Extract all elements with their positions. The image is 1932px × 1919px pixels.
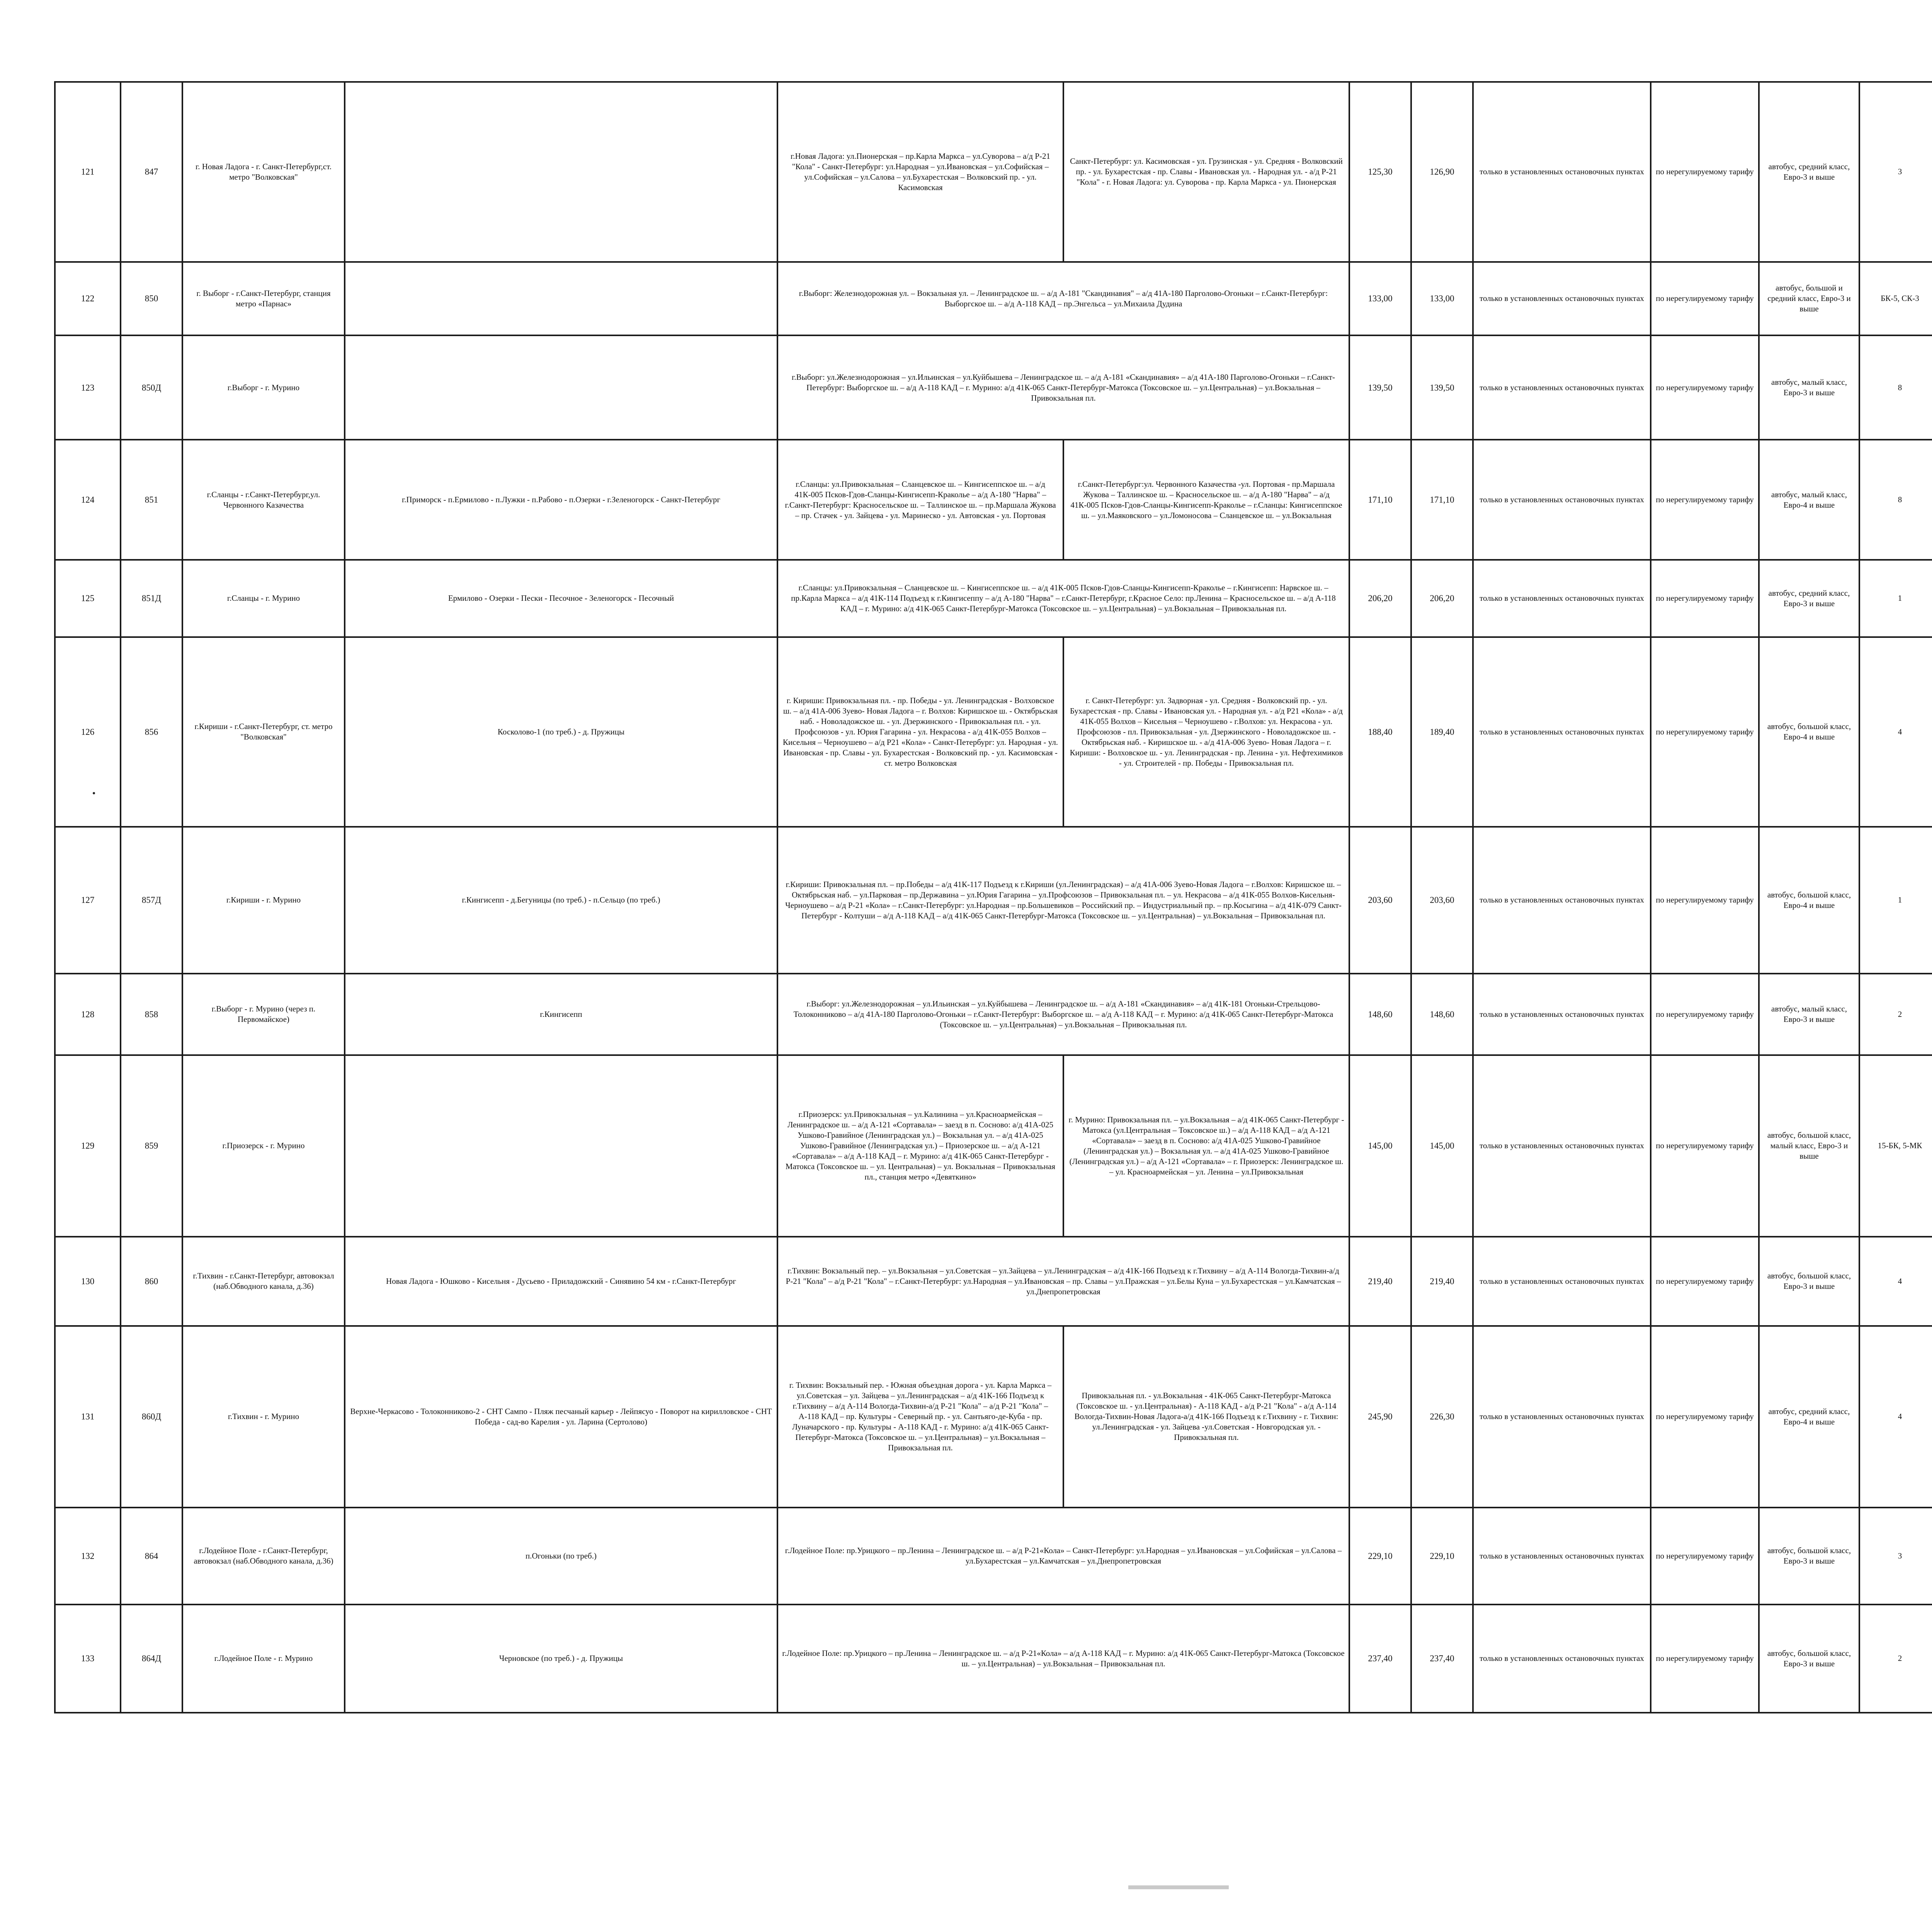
route-path-cell: г.Выборг: Железнодорожная ул. – Вокзальная ул. – Ленинградское ш. – а/д А-181 "Скандинавия" – а/д 41А-180 Парголово-Огоньки – г.Санкт-Петербург: Выборгское ш. – а/д А-118 КАД – пр.Энгельса – ул.Михаила Дудина xyxy=(777,262,1349,335)
route-path-back-cell: Привокзальная пл. - ул.Вокзальная - 41К-065 Санкт-Петербург-Матокса (Токсовское ш. - ул.Центральная) - А-118 КАД - а/д Р-21 "Кола" - а/д А-114 Вологда-Тихвин-Новая Ладога-а/д 41К-166 Подъезд к г.Тихвину - г. Тихвин: ул.Ленинградская - ул. Зайцева -ул.Советская - Новгородская ул. - Привокзальная пл. xyxy=(1063,1326,1349,1508)
tariff-cell: по нерегулируемому тарифу xyxy=(1651,974,1759,1055)
route-code-cell: 860Д xyxy=(121,1326,182,1508)
route-path-back-cell: Санкт-Петербург: ул. Касимовская - ул. Грузинская - ул. Средняя - Волковский пр. - ул. Бухарестская - пр. Славы - Ивановская ул. - Народная ул. - а/д Р-21 "Кола" - г. Новая Ладога: ул. Суворова - пр. Карла Маркса - ул. Пионерская xyxy=(1063,82,1349,262)
tariff-cell: по нерегулируемому тарифу xyxy=(1651,827,1759,974)
route-name-cell: г.Кириши - г.Санкт-Петербург, ст. метро "Волковская" xyxy=(182,637,345,827)
table-row xyxy=(55,1326,1932,1508)
length-forward-cell: 125,30 xyxy=(1349,82,1411,262)
vehicle-cell: автобус, большой класс, Евро-3 и выше xyxy=(1759,1508,1859,1604)
table-row xyxy=(55,1237,1932,1326)
route-path-back-cell: г. Санкт-Петербург: ул. Задворная - ул. Средняя - Волковский пр. - ул. Бухарестская - пр. Славы - Ивановская ул. - Народная ул. - а/д Р21 «Кола» - а/д 41К-055 Волхов – Кисельня – Черноушево - г.Волхов: ул. Некрасова - ул. Профсоюзов - пл. Привокзальная - ул. Дзержинского - Новоладожское ш. - Октябрьская наб. - Киришское ш. - а/д 41А-006 Зуево- Новая Ладога – г. Кириши: - Волховское ш. - ул. Ленинградская - пр. Ленина - ул. Нефтехимиков - ул. Строителей - пр. Победы - Привокзальная пл. xyxy=(1063,637,1349,827)
table-row xyxy=(55,1605,1932,1713)
vehicle-count-cell: 1 xyxy=(1859,560,1932,637)
stop-mode-cell: только в установленных остановочных пунктах xyxy=(1473,262,1651,335)
stop-mode-cell: только в установленных остановочных пунктах xyxy=(1473,82,1651,262)
routes-table xyxy=(54,81,1932,1713)
row-number-cell: 126 xyxy=(55,637,121,827)
vehicle-cell: автобус, средний класс, Евро-3 и выше xyxy=(1759,82,1859,262)
stop-mode-cell: только в установленных остановочных пунктах xyxy=(1473,440,1651,559)
stop-mode-cell: только в установленных остановочных пунктах xyxy=(1473,335,1651,440)
length-forward-cell: 148,60 xyxy=(1349,974,1411,1055)
vehicle-cell: автобус, малый класс, Евро-3 и выше xyxy=(1759,974,1859,1055)
length-back-cell: 206,20 xyxy=(1411,560,1473,637)
length-forward-cell: 245,90 xyxy=(1349,1326,1411,1508)
scan-dot xyxy=(93,792,95,794)
row-number-cell: 130 xyxy=(55,1237,121,1326)
route-name-cell: г.Кириши - г. Мурино xyxy=(182,827,345,974)
route-path-cell: г.Тихвин: Вокзальный пер. – ул.Вокзальная – ул.Советская – ул.Зайцева – ул.Ленинградская – а/д 41К-166 Подъезд к г.Тихвину – а/д А-114 Вологда-Тихвин-а/д Р-21 "Кола" – а/д Р-21 "Кола" – г.Санкт-Петербург: ул.Народная – ул.Ивановская – пр. Славы – ул.Пражская – ул.Белы Куна – ул.Бухарестская – ул.Камчатская – ул.Днепропетровская xyxy=(777,1237,1349,1326)
table-row xyxy=(55,1508,1932,1604)
length-forward-cell: 188,40 xyxy=(1349,637,1411,827)
vehicle-cell: автобус, большой класс, Евро-3 и выше xyxy=(1759,1605,1859,1713)
length-forward-cell: 203,60 xyxy=(1349,827,1411,974)
route-name-cell: г.Тихвин - г. Мурино xyxy=(182,1326,345,1508)
route-code-cell: 857Д xyxy=(121,827,182,974)
route-path-back-cell: г. Мурино: Привокзальная пл. – ул.Вокзальная – а/д 41К-065 Санкт-Петербург - Матокса (ул.Центральная – Токсовское ш.) – а/д А-118 КАД – а/д А-121 «Сортавала» – заезд в п. Сосново: а/д 41А-025 Ушково-Гравийное (Ленинградская ул.) – Вокзальная ул. – а/д 41А-025 Ушково-Гравийное (Ленинградская ул.) – а/д А-121 «Сортавала» – г. Приозерск: Ленинградское ш. – ул. Красноармейская – ул. Ленина – ул.Привокзальная xyxy=(1063,1055,1349,1237)
length-back-cell: 226,30 xyxy=(1411,1326,1473,1508)
length-forward-cell: 219,40 xyxy=(1349,1237,1411,1326)
tariff-cell: по нерегулируемому тарифу xyxy=(1651,560,1759,637)
vehicle-count-cell: 1 xyxy=(1859,827,1932,974)
intermediate-stops-cell: п.Огоньки (по треб.) xyxy=(345,1508,777,1604)
tariff-cell: по нерегулируемому тарифу xyxy=(1651,1326,1759,1508)
route-path-forward-cell: г. Кириши: Привокзальная пл. - пр. Победы - ул. Ленинградская - Волховское ш. – а/д 41А-006 Зуево- Новая Ладога – г. Волхов: Киришское ш. - Октябрьская наб. - Новоладожское ш. - ул. Дзержинского - Привокзальная пл. - ул. Профсоюзов - ул. Юрия Гагарина - ул. Некрасова - а/д 41К-055 Волхов – Кисельня – Черноушево – а/д Р21 «Кола» - Санкт-Петербург: ул. Народная - ул. Ивановская - пр. Славы - ул. Бухарестская - Волковский пр. - ул. Касимовская - ст. метро Волковская xyxy=(777,637,1063,827)
table-row xyxy=(55,560,1932,637)
route-code-cell: 851Д xyxy=(121,560,182,637)
route-name-cell: г.Тихвин - г.Санкт-Петербург, автовокзал (наб.Обводного канала, д.36) xyxy=(182,1237,345,1326)
route-code-cell: 864Д xyxy=(121,1605,182,1713)
length-back-cell: 203,60 xyxy=(1411,827,1473,974)
tariff-cell: по нерегулируемому тарифу xyxy=(1651,262,1759,335)
route-name-cell: г. Новая Ладога - г. Санкт-Петербург,ст. метро "Волковская" xyxy=(182,82,345,262)
route-path-forward-cell: г. Тихвин: Вокзальный пер. - Южная объездная дорога - ул. Карла Маркса – ул.Советская – ул. Зайцева – ул.Ленинградская – а/д 41К-166 Подъезд к г.Тихвину – а/д А-114 Вологда-Тихвин-а/д Р-21 "Кола" – а/д Р-21 "Кола" – А-118 КАД – пр. Культуры - Северный пр. - ул. Сантьяго-де-Куба - пр. Луначарского - пр. Культуры - А-118 КАД - г. Мурино: а/д 41К-065 Санкт-Петербург-Матокса (Токсовское ш. – ул.Центральная) – ул.Вокзальная – Привокзальная пл. xyxy=(777,1326,1063,1508)
vehicle-cell: автобус, большой класс, малый класс, Евро-3 и выше xyxy=(1759,1055,1859,1237)
route-code-cell: 864 xyxy=(121,1508,182,1604)
row-number-cell: 122 xyxy=(55,262,121,335)
table-row xyxy=(55,974,1932,1055)
stop-mode-cell: только в установленных остановочных пунктах xyxy=(1473,1508,1651,1604)
route-path-forward-cell: г.Приозерск: ул.Привокзальная – ул.Калинина – ул.Красноармейская – Ленинградское ш. – а/д А-121 «Сортавала» – заезд в п. Сосново: а/д 41А-025 Ушково-Гравийное (Ленинградская ул.) – Вокзальная ул. – а/д 41А-025 Ушково-Гравийное (Ленинградская ул.) – Приозерское ш. – а/д А-121 «Сортавала» – а/д А-118 КАД – г. Мурино: а/д 41К-065 Санкт-Петербург - Матокса (Токсовское ш. – ул. Центральная) – ул. Вокзальная – Привокзальная пл., станция метро «Девяткино» xyxy=(777,1055,1063,1237)
route-code-cell: 851 xyxy=(121,440,182,559)
vehicle-count-cell: 4 xyxy=(1859,1237,1932,1326)
intermediate-stops-cell xyxy=(345,1055,777,1237)
intermediate-stops-cell xyxy=(345,335,777,440)
vehicle-cell: автобус, большой класс, Евро-4 и выше xyxy=(1759,637,1859,827)
document-sheet xyxy=(54,81,1932,1713)
tariff-cell: по нерегулируемому тарифу xyxy=(1651,1237,1759,1326)
table-row xyxy=(55,262,1932,335)
vehicle-cell: автобус, большой класс, Евро-4 и выше xyxy=(1759,827,1859,974)
length-back-cell: 126,90 xyxy=(1411,82,1473,262)
vehicle-count-cell: 3 xyxy=(1859,82,1932,262)
route-code-cell: 859 xyxy=(121,1055,182,1237)
length-back-cell: 148,60 xyxy=(1411,974,1473,1055)
tariff-cell: по нерегулируемому тарифу xyxy=(1651,1605,1759,1713)
row-number-cell: 123 xyxy=(55,335,121,440)
vehicle-cell: автобус, большой класс, Евро-3 и выше xyxy=(1759,1237,1859,1326)
stop-mode-cell: только в установленных остановочных пунктах xyxy=(1473,827,1651,974)
length-back-cell: 145,00 xyxy=(1411,1055,1473,1237)
route-code-cell: 856 xyxy=(121,637,182,827)
length-forward-cell: 206,20 xyxy=(1349,560,1411,637)
route-name-cell: г.Приозерск - г. Мурино xyxy=(182,1055,345,1237)
route-code-cell: 860 xyxy=(121,1237,182,1326)
length-forward-cell: 145,00 xyxy=(1349,1055,1411,1237)
length-back-cell: 219,40 xyxy=(1411,1237,1473,1326)
vehicle-cell: автобус, средний класс, Евро-3 и выше xyxy=(1759,560,1859,637)
vehicle-cell: автобус, средний класс, Евро-4 и выше xyxy=(1759,1326,1859,1508)
length-back-cell: 189,40 xyxy=(1411,637,1473,827)
stop-mode-cell: только в установленных остановочных пунктах xyxy=(1473,637,1651,827)
vehicle-count-cell: 8 xyxy=(1859,335,1932,440)
row-number-cell: 121 xyxy=(55,82,121,262)
vehicle-cell: автобус, малый класс, Евро-3 и выше xyxy=(1759,335,1859,440)
table-row xyxy=(55,637,1932,827)
length-back-cell: 139,50 xyxy=(1411,335,1473,440)
table-row xyxy=(55,1055,1932,1237)
vehicle-cell: автобус, малый класс, Евро-4 и выше xyxy=(1759,440,1859,559)
vehicle-count-cell: 15-БК, 5-МК xyxy=(1859,1055,1932,1237)
tariff-cell: по нерегулируемому тарифу xyxy=(1651,440,1759,559)
route-name-cell: г.Сланцы - г. Мурино xyxy=(182,560,345,637)
intermediate-stops-cell: г.Приморск - п.Ермилово - п.Лужки - п.Рабово - п.Озерки - г.Зеленогорск - Санкт-Петербург xyxy=(345,440,777,559)
table-row xyxy=(55,82,1932,262)
vehicle-count-cell: 8 xyxy=(1859,440,1932,559)
tariff-cell: по нерегулируемому тарифу xyxy=(1651,1055,1759,1237)
tariff-cell: по нерегулируемому тарифу xyxy=(1651,637,1759,827)
stop-mode-cell: только в установленных остановочных пунктах xyxy=(1473,1055,1651,1237)
intermediate-stops-cell: г.Кингисепп xyxy=(345,974,777,1055)
route-name-cell: г.Лодейное Поле - г.Санкт-Петербург, автовокзал (наб.Обводного канала, д.36) xyxy=(182,1508,345,1604)
table-row xyxy=(55,335,1932,440)
row-number-cell: 125 xyxy=(55,560,121,637)
route-name-cell: г.Выборг - г. Мурино xyxy=(182,335,345,440)
intermediate-stops-cell xyxy=(345,82,777,262)
length-forward-cell: 237,40 xyxy=(1349,1605,1411,1713)
vehicle-count-cell: 2 xyxy=(1859,1605,1932,1713)
row-number-cell: 133 xyxy=(55,1605,121,1713)
stop-mode-cell: только в установленных остановочных пунктах xyxy=(1473,560,1651,637)
stop-mode-cell: только в установленных остановочных пунктах xyxy=(1473,1605,1651,1713)
vehicle-count-cell: 4 xyxy=(1859,637,1932,827)
length-forward-cell: 139,50 xyxy=(1349,335,1411,440)
intermediate-stops-cell: Новая Ладога - Юшково - Кисельня - Дусьево - Приладожский - Синявино 54 км - г.Санкт-Петербург xyxy=(345,1237,777,1326)
tariff-cell: по нерегулируемому тарифу xyxy=(1651,335,1759,440)
route-code-cell: 850Д xyxy=(121,335,182,440)
row-number-cell: 129 xyxy=(55,1055,121,1237)
intermediate-stops-cell: Косколово-1 (по треб.) - д. Пружицы xyxy=(345,637,777,827)
route-path-cell: г.Сланцы: ул.Привокзальная – Сланцевское ш. – Кингисеппское ш. – а/д 41К-005 Псков-Гдов-Сланцы-Кингисепп-Краколье – г.Кингисепп: Нарвское ш. – пр.Карла Маркса – а/д 41К-114 Подъезд к г.Кингисеппу – а/д А-180 "Нарва" – г.Санкт-Петербург, г.Красное Село: пр.Ленина – Красносельское ш. – а/д А-118 КАД – г. Мурино: а/д 41К-065 Санкт-Петербург-Матокса (Токсовское ш. – ул.Центральная) – ул.Вокзальная – Привокзальная пл. xyxy=(777,560,1349,637)
row-number-cell: 127 xyxy=(55,827,121,974)
route-path-cell: г.Лодейное Поле: пр.Урицкого – пр.Ленина – Ленинградское ш. – а/д Р-21«Кола» – а/д А-118 КАД – г. Мурино: а/д 41К-065 Санкт-Петербург-Матокса (Токсовское ш. – ул.Центральная) – ул.Вокзальная – Привокзальная пл. xyxy=(777,1605,1349,1713)
route-path-forward-cell: г.Сланцы: ул.Привокзальная – Сланцевское ш. – Кингисеппское ш. – а/д 41К-005 Псков-Гдов-Сланцы-Кингисепп-Краколье – а/д А-180 "Нарва" – г.Санкт-Петербург: Красносельское ш. – Таллинское ш. – пр.Маршала Жукова – пр. Стачек - ул. Зайцева - ул. Маринеско - ул. Автовская - ул. Портовая xyxy=(777,440,1063,559)
route-path-cell: г.Лодейное Поле: пр.Урицкого – пр.Ленина – Ленинградское ш. – а/д Р-21«Кола» – Санкт-Петербург: ул.Народная – ул.Ивановская – ул.Софийская – ул.Салова – ул.Бухарестская – ул.Камчатская – ул.Днепропетровская xyxy=(777,1508,1349,1604)
intermediate-stops-cell: г.Кингисепп - д.Бегуницы (по треб.) - п.Сельцо (по треб.) xyxy=(345,827,777,974)
route-path-forward-cell: г.Новая Ладога: ул.Пионерская – пр.Карла Маркса – ул.Суворова – а/д Р-21 "Кола" - Санкт-Петербург: ул.Народная – ул.Ивановская – ул.Софийская – ул.Софийская – ул.Салова – ул.Бухарестская – Волковский пр. - ул. Касимовская xyxy=(777,82,1063,262)
scan-artifact xyxy=(1128,1885,1229,1889)
route-path-cell: г.Кириши: Привокзальная пл. – пр.Победы – а/д 41К-117 Подъезд к г.Кириши (ул.Ленинградская) – а/д 41А-006 Зуево-Новая Ладога – г.Волхов: Киришское ш. – Октябрьская наб. – ул.Парковая – пр.Державина – ул.Юрия Гагарина – ул.Профсоюзов – Привокзальная пл. – ул. Некрасова – а/д 41К-055 Волхов-Кисельня-Черноушево – а/д Р-21 «Кола» – г.Санкт-Петербург: ул.Народная – пр.Большевиков – Российский пр. – Индустриальный пр. – пр.Косыгина – а/д 41К-079 Санкт-Петербург - Колтуши – а/д А-118 КАД – а/д 41К-065 Санкт-Петербург-Матокса (Токсовское ш. – ул.Центральная) – ул.Вокзальная – Привокзальная пл. xyxy=(777,827,1349,974)
route-name-cell: г.Лодейное Поле - г. Мурино xyxy=(182,1605,345,1713)
route-code-cell: 847 xyxy=(121,82,182,262)
table-row xyxy=(55,827,1932,974)
vehicle-count-cell: 4 xyxy=(1859,1326,1932,1508)
intermediate-stops-cell: Верхне-Черкасово - Толоконниково-2 - СНТ Сампо - Пляж песчаный карьер - Лейпясуо - Поворот на кирилловское - СНТ Победа - сад-во Карелия - ул. Ларина (Сертолово) xyxy=(345,1326,777,1508)
stop-mode-cell: только в установленных остановочных пунктах xyxy=(1473,1326,1651,1508)
intermediate-stops-cell xyxy=(345,262,777,335)
route-path-back-cell: г.Санкт-Петербург:ул. Червонного Казачества -ул. Портовая - пр.Маршала Жукова – Таллинское ш. – Красносельское ш. – а/д А-180 "Нарва" – а/д 41К-005 Псков-Гдов-Сланцы-Кингисепп-Краколье – г.Сланцы: Кингисеппское ш. – ул.Маяковского – ул.Ломоносова – Сланцевское ш. – ул.Вокзальная xyxy=(1063,440,1349,559)
stop-mode-cell: только в установленных остановочных пунктах xyxy=(1473,1237,1651,1326)
vehicle-count-cell: 2 xyxy=(1859,974,1932,1055)
tariff-cell: по нерегулируемому тарифу xyxy=(1651,82,1759,262)
table-body xyxy=(55,82,1932,1713)
length-back-cell: 237,40 xyxy=(1411,1605,1473,1713)
stop-mode-cell: только в установленных остановочных пунктах xyxy=(1473,974,1651,1055)
length-back-cell: 133,00 xyxy=(1411,262,1473,335)
intermediate-stops-cell: Черновское (по треб.) - д. Пружицы xyxy=(345,1605,777,1713)
table-row xyxy=(55,440,1932,559)
vehicle-cell: автобус, большой и средний класс, Евро-3 и выше xyxy=(1759,262,1859,335)
length-forward-cell: 133,00 xyxy=(1349,262,1411,335)
intermediate-stops-cell: Ермилово - Озерки - Пески - Песочное - Зеленогорск - Песочный xyxy=(345,560,777,637)
tariff-cell: по нерегулируемому тарифу xyxy=(1651,1508,1759,1604)
route-path-cell: г.Выборг: ул.Железнодорожная – ул.Ильинская – ул.Куйбышева – Ленинградское ш. – а/д А-181 «Скандинавия» – а/д 41А-180 Парголово-Огоньки – г.Санкт-Петербург: Выборгское ш. – а/д А-118 КАД – г. Мурино: а/д 41К-065 Санкт-Петербург-Матокса (Токсовское ш. – ул.Центральная) – ул.Вокзальная – Привокзальная пл. xyxy=(777,335,1349,440)
route-code-cell: 858 xyxy=(121,974,182,1055)
length-back-cell: 171,10 xyxy=(1411,440,1473,559)
row-number-cell: 131 xyxy=(55,1326,121,1508)
length-forward-cell: 229,10 xyxy=(1349,1508,1411,1604)
length-forward-cell: 171,10 xyxy=(1349,440,1411,559)
route-name-cell: г.Выборг - г. Мурино (через п. Первомайское) xyxy=(182,974,345,1055)
route-name-cell: г. Выборг - г.Санкт-Петербург, станция метро «Парнас» xyxy=(182,262,345,335)
route-name-cell: г.Сланцы - г.Санкт-Петербург,ул. Червонного Казачества xyxy=(182,440,345,559)
route-code-cell: 850 xyxy=(121,262,182,335)
row-number-cell: 132 xyxy=(55,1508,121,1604)
vehicle-count-cell: 3 xyxy=(1859,1508,1932,1604)
vehicle-count-cell: БК-5, СК-3 xyxy=(1859,262,1932,335)
row-number-cell: 128 xyxy=(55,974,121,1055)
row-number-cell: 124 xyxy=(55,440,121,559)
route-path-cell: г.Выборг: ул.Железнодорожная – ул.Ильинская – ул.Куйбышева – Ленинградское ш. – а/д А-181 «Скандинавия» – а/д 41К-181 Огоньки-Стрельцово-Толоконниково – а/д 41А-180 Парголово-Огоньки – г.Санкт-Петербург: Выборгское ш. – а/д А-118 КАД – г. Мурино: а/д 41К-065 Санкт-Петербург-Матокса (Токсовское ш. – ул.Центральная) – ул.Вокзальная – Привокзальная пл. xyxy=(777,974,1349,1055)
length-back-cell: 229,10 xyxy=(1411,1508,1473,1604)
